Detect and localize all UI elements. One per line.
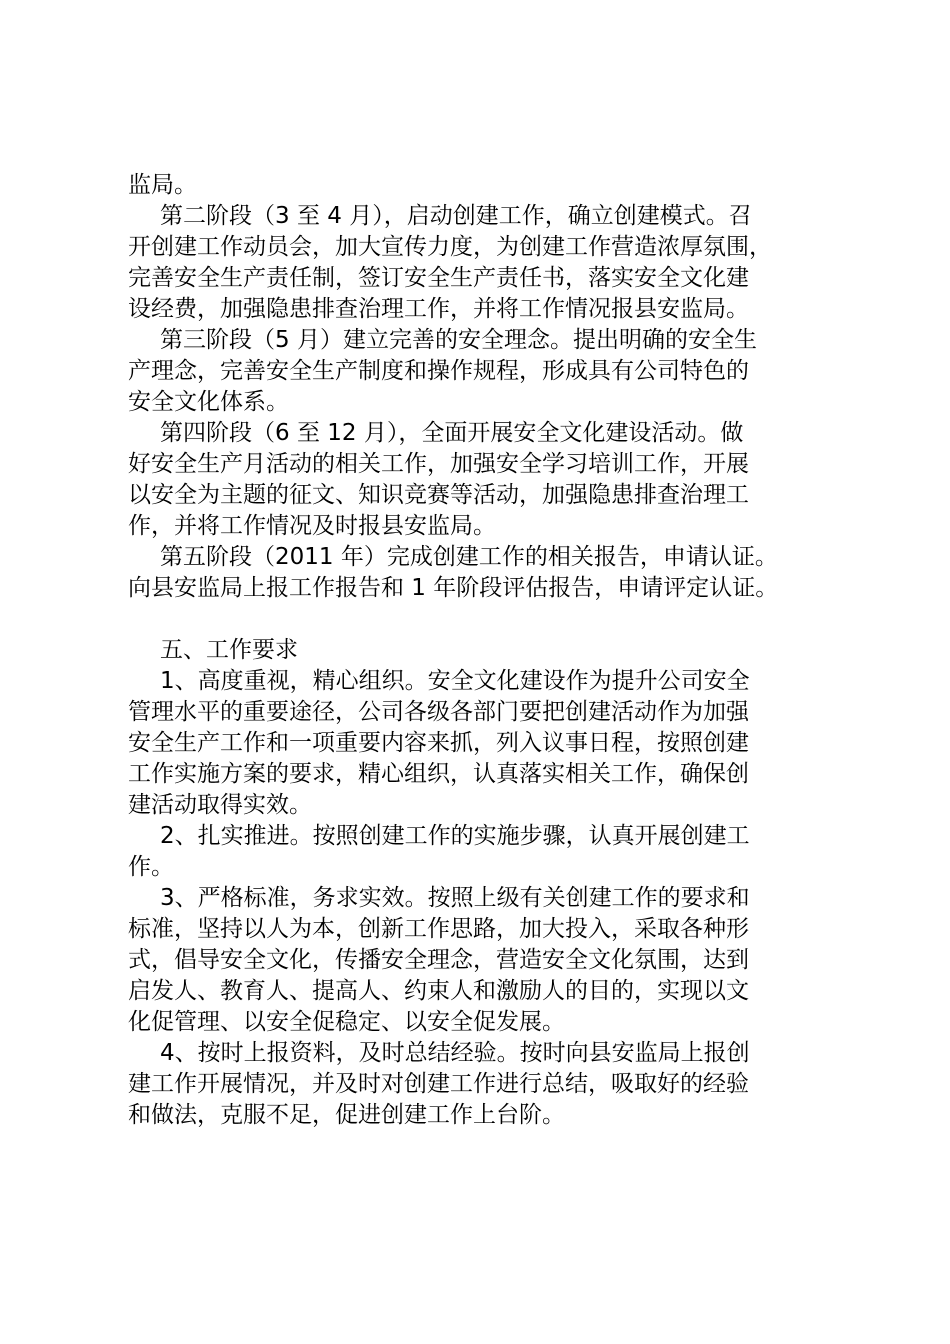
paragraph-line: 设经费，加强隐患排查治理工作，并将工作情况报县安监局。 (128, 296, 749, 322)
paragraph-line: 开创建工作动员会，加大宣传力度，为创建工作营造浓厚氛围， (128, 234, 772, 260)
paragraph-line: 化促管理、以安全促稳定、以安全促发展。 (128, 1009, 565, 1035)
paragraph-line: 第三阶段（5 月）建立完善的安全理念。提出明确的安全生 (160, 327, 757, 353)
paragraph-line: 4、按时上报资料，及时总结经验。按时向县安监局上报创 (160, 1040, 750, 1066)
paragraph-line: 2、扎实推进。按照创建工作的实施步骤，认真开展创建工 (160, 823, 750, 849)
paragraph-line: 以安全为主题的征文、知识竞赛等活动，加强隐患排查治理工 (128, 482, 749, 508)
paragraph-line: 建工作开展情况，并及时对创建工作进行总结，吸取好的经验 (128, 1071, 749, 1097)
paragraph-line: 启发人、教育人、提高人、约束人和激励人的目的，实现以文 (128, 978, 749, 1004)
section-heading: 五、工作要求 (160, 637, 298, 663)
paragraph-line: 第四阶段（6 至 12 月），全面开展安全文化建设活动。做 (160, 420, 744, 446)
paragraph-line: 好安全生产月活动的相关工作，加强安全学习培训工作，开展 (128, 451, 749, 477)
paragraph-line: 和做法，克服不足，促进创建工作上台阶。 (128, 1102, 565, 1128)
paragraph-line: 监局。 (128, 172, 197, 198)
paragraph-line: 第二阶段（3 至 4 月），启动创建工作，确立创建模式。召 (160, 203, 752, 229)
paragraph-line: 式，倡导安全文化，传播安全理念，营造安全文化氛围，达到 (128, 947, 749, 973)
paragraph-line: 第五阶段（2011 年）完成创建工作的相关报告，申请认证。 (160, 544, 778, 570)
paragraph-line: 完善安全生产责任制，签订安全生产责任书，落实安全文化建 (128, 265, 749, 291)
paragraph-line: 安全文化体系。 (128, 389, 289, 415)
paragraph-line: 产理念，完善安全生产制度和操作规程，形成具有公司特色的 (128, 358, 749, 384)
paragraph-line: 向县安监局上报工作报告和 1 年阶段评估报告，申请评定认证。 (128, 575, 779, 601)
paragraph-line: 1、高度重视，精心组织。安全文化建设作为提升公司安全 (160, 668, 750, 694)
paragraph-line: 建活动取得实效。 (128, 792, 312, 818)
paragraph-line: 作。 (128, 854, 174, 880)
paragraph-line: 工作实施方案的要求，精心组织，认真落实相关工作，确保创 (128, 761, 749, 787)
paragraph-line: 作，并将工作情况及时报县安监局。 (128, 513, 496, 539)
document-body (128, 170, 828, 1131)
paragraph-line: 标准，坚持以人为本，创新工作思路，加大投入，采取各种形 (128, 916, 749, 942)
paragraph-spacer (128, 604, 828, 635)
paragraph-line: 安全生产工作和一项重要内容来抓，列入议事日程，按照创建 (128, 730, 749, 756)
paragraph-line: 3、严格标准，务求实效。按照上级有关创建工作的要求和 (160, 885, 750, 911)
paragraph-line: 管理水平的重要途径，公司各级各部门要把创建活动作为加强 (128, 699, 749, 725)
